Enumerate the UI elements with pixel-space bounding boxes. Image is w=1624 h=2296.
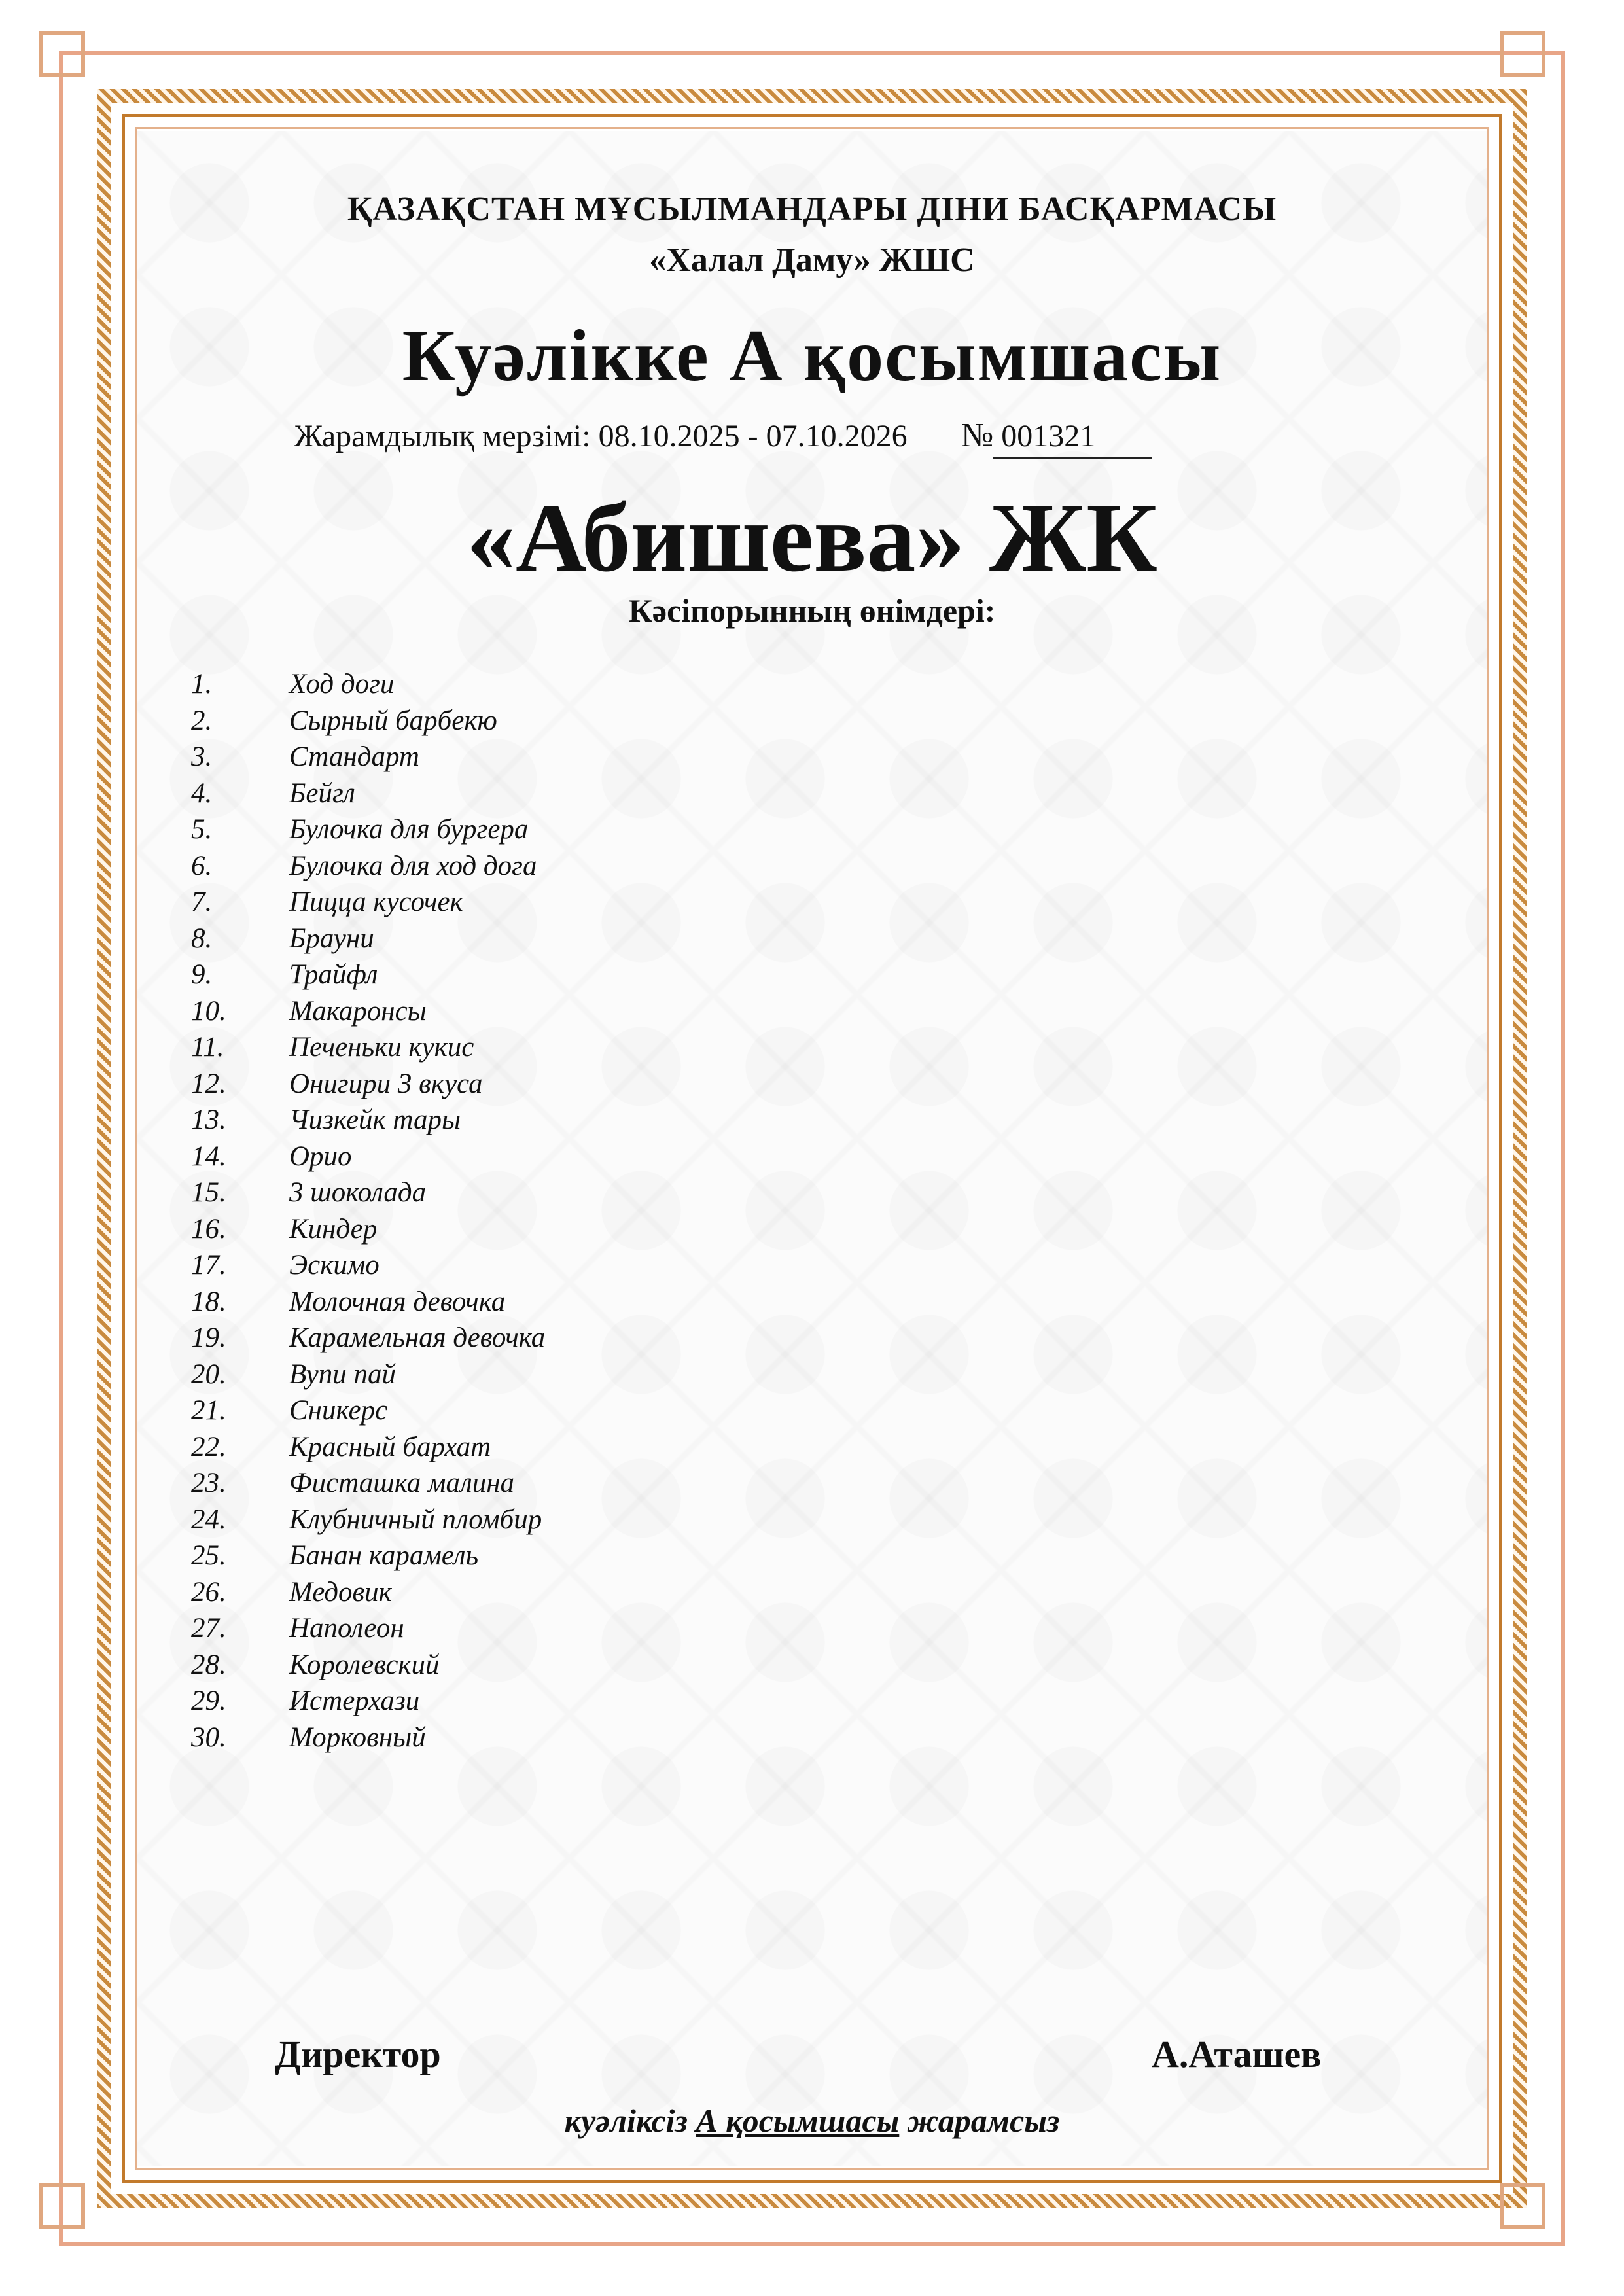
corner-ornament-bottom-left [39,2183,85,2229]
product-item [191,1139,1107,1175]
footer-note-suffix: жарамсыз [907,2102,1060,2139]
product-number: 3. [191,741,213,773]
product-name: Булочка для бургера [289,814,529,845]
product-name: Бейгл [289,777,355,809]
product-number: 25. [191,1540,226,1572]
product-number: 19. [191,1322,226,1354]
product-item [191,848,1107,885]
products-heading: Кәсіпорынның өнімдері: [628,592,996,629]
number-label: № [961,417,994,454]
product-name: Орио [289,1140,352,1172]
product-number: 15. [191,1177,226,1209]
document-number: 001321 [993,418,1152,459]
product-number: 27. [191,1613,226,1644]
product-item [191,884,1107,921]
product-item [191,1502,1107,1538]
product-name: Печеньки кукис [289,1032,474,1063]
product-name: Фисташка малина [289,1468,515,1499]
product-item [191,1574,1107,1611]
product-name: Медовик [289,1576,392,1608]
product-name: Онигири 3 вкуса [289,1068,483,1099]
product-number: 22. [191,1431,226,1462]
product-name: Сникерс [289,1395,388,1426]
product-name: Банан карамель [289,1540,479,1572]
product-item [191,666,1107,703]
product-number: 29. [191,1686,226,1717]
entity-name: «Абишева» ЖК [467,484,1157,592]
product-number: 5. [191,814,213,845]
product-number: 10. [191,995,226,1027]
product-name: Ход доги [289,669,395,700]
product-name: Наполеон [289,1613,404,1644]
product-name: Булочка для ход дога [289,850,537,881]
product-item [191,1465,1107,1502]
product-number: 21. [191,1395,226,1426]
product-item [191,1284,1107,1320]
product-number: 26. [191,1576,226,1608]
product-item [191,1247,1107,1284]
product-name: Вупи пай [289,1358,396,1390]
product-number: 14. [191,1140,226,1172]
product-number: 12. [191,1068,226,1099]
product-number: 4. [191,777,213,809]
footer-note-prefix: куәліксіз [564,2102,688,2139]
product-name: Эскимо [289,1250,380,1281]
validity-row [294,416,1341,459]
product-name: Красный бархат [289,1431,491,1462]
product-number: 28. [191,1649,226,1680]
product-number: 17. [191,1250,226,1281]
product-name: Брауни [289,923,374,954]
organization-name: ҚАЗАҚСТАН МҰСЫЛМАНДАРЫ ДІНИ БАСҚАРМАСЫ [347,190,1277,228]
product-name: Истерхази [289,1686,420,1717]
product-name: Клубничный пломбир [289,1504,542,1535]
product-number: 13. [191,1104,226,1136]
footer-note [0,2102,1624,2140]
product-number: 20. [191,1358,226,1390]
product-item [191,1720,1107,1756]
product-item [191,1538,1107,1574]
product-name: Чизкейк тары [289,1104,461,1136]
product-number: 16. [191,1213,226,1245]
company-name: «Халал Даму» ЖШС [649,241,975,279]
product-item [191,1683,1107,1720]
product-number: 18. [191,1286,226,1317]
product-number: 8. [191,923,213,954]
product-number: 7. [191,887,213,918]
footer-note-underlined: А қосымшасы [696,2102,900,2139]
validity-period: 08.10.2025 - 07.10.2026 [598,419,908,453]
product-number: 6. [191,850,213,881]
product-name: Трайфл [289,959,378,991]
corner-ornament-bottom-right [1500,2183,1545,2229]
corner-ornament-top-left [39,31,85,77]
product-name: Киндер [289,1213,378,1245]
product-number: 1. [191,669,213,700]
product-list [191,666,1107,1756]
product-item [191,703,1107,739]
product-item [191,921,1107,957]
product-item [191,993,1107,1030]
product-item [191,1174,1107,1211]
product-name: Пицца кусочек [289,887,463,918]
product-name: Морковный [289,1722,426,1753]
product-item [191,1102,1107,1139]
product-name: 3 шоколада [289,1177,427,1209]
product-item [191,1429,1107,1466]
product-number: 9. [191,959,213,991]
product-item [191,1610,1107,1647]
product-item [191,1320,1107,1356]
signer-role: Директор [275,2033,441,2075]
product-item [191,1356,1107,1393]
product-name: Макаронсы [289,995,427,1027]
product-item [191,1647,1107,1684]
product-name: Карамельная девочка [289,1322,546,1354]
product-number: 11. [191,1032,224,1063]
product-item [191,1392,1107,1429]
document-title: Куәлікке А қосымшасы [402,315,1222,397]
product-name: Королевский [289,1649,440,1680]
product-number: 2. [191,705,213,736]
product-item [191,1029,1107,1066]
product-name: Сырный барбекю [289,705,497,736]
product-item [191,775,1107,812]
product-item [191,811,1107,848]
product-name: Молочная девочка [289,1286,506,1317]
product-item [191,1066,1107,1103]
product-number: 23. [191,1468,226,1499]
product-number: 24. [191,1504,226,1535]
signer-name: А.Аташев [1152,2033,1322,2075]
product-name: Стандарт [289,741,419,773]
product-number: 30. [191,1722,226,1753]
validity-label: Жарамдылық мерзімі: [294,419,591,453]
corner-ornament-top-right [1500,31,1545,77]
product-item [191,1211,1107,1248]
product-item [191,957,1107,993]
product-item [191,739,1107,775]
